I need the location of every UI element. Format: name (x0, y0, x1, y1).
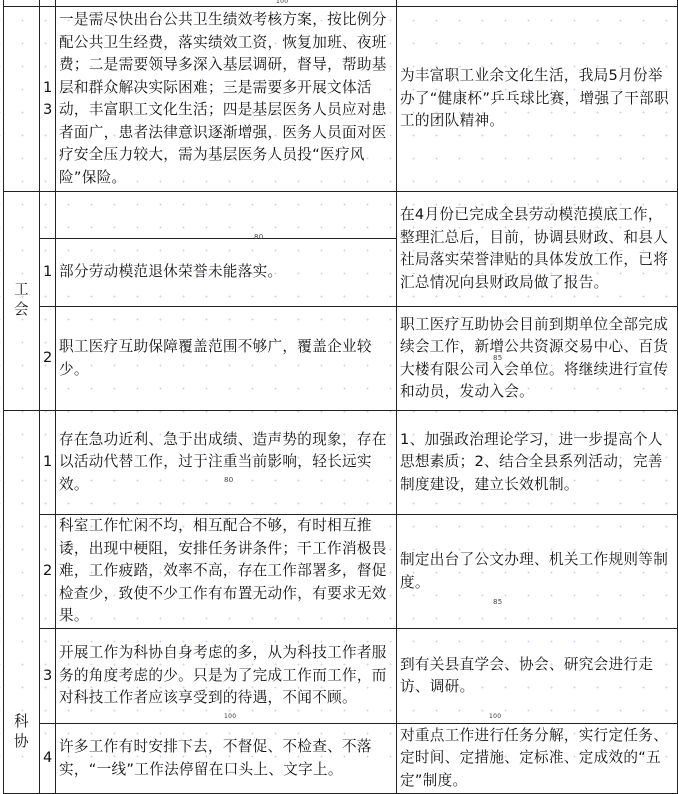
number-cell (40, 192, 56, 239)
problem-cell (56, 192, 397, 239)
item-number: 1 (40, 239, 56, 307)
table-row (4, 515, 678, 629)
ruler-mark: 85 (493, 598, 503, 606)
item-number: 2 (40, 515, 56, 629)
table-row (4, 7, 678, 192)
measure-text: 1、加强政治理论学习，进一步提高个人思想素质；2、结合全县系列活动，完善制度建设，建立长效机制。 (397, 411, 678, 515)
issues-table (3, 0, 678, 794)
measure-text: 职工医疗互助协会目前到期单位全部完成续会工作，新增公共资源交易中心、百货大楼有限公司入会单位。将继续进行宣传和动员，发动入会。 85 (397, 307, 678, 411)
unit-label-science: 科协 (4, 411, 40, 794)
table-row (4, 629, 678, 724)
table-row (4, 192, 678, 239)
measure-text: 对重点工作进行任务分解，实行定任务、定时间、定措施、定标准、定成效的“五定”制度。 (397, 724, 678, 794)
ruler-mark: 80 (224, 476, 234, 484)
ruler-mark: 80 (254, 233, 264, 241)
ruler-mark: 100 (224, 713, 237, 720)
measure-text: 为丰富职工业余文化生活，我局5月份举办了“健康杯”乒乓球比赛，增强了干部职工的团队精神。 (397, 7, 678, 192)
ruler-mark: 100 (489, 713, 502, 720)
problem-text: 存在急功近利、急于出成绩、造声势的现象，存在以活动代替工作，过于注重当前影响，轻长远实效。 80 (56, 411, 397, 515)
problem-text: 许多工作有时安排下去，不督促、不检查、不落实，“一线”工作法停留在口头上、文字上。 (56, 724, 397, 794)
item-number: 13 (40, 7, 56, 192)
unit-label-union: 工会 (4, 192, 40, 411)
item-number: 3 (40, 629, 56, 724)
table-row (4, 724, 678, 794)
measure-text: 制定出台了公文办理、机关工作规则等制度。 85 (397, 515, 678, 629)
item-number: 4 (40, 724, 56, 794)
measure-text: 在4月份已完成全县劳动模范摸底工作，整理汇总后，目前，协调县财政、和县人社局落实荣誉津贴的具体发放工作，已将汇总情况向县财政局做了报告。 (397, 192, 678, 307)
measure-text: 到有关县直学会、协会、研究会进行走访、调研。 100 (397, 629, 678, 724)
problem-text: 部分劳动模范退休荣誉未能落实。 (56, 239, 397, 307)
unit-cell (4, 7, 40, 192)
problem-text: 科室工作忙闲不均，相互配合不够，有时相互推诿，出现中梗阻，安排任务讲条件；干工作消极畏难，工作疲踏，效率不高，存在工作部署多，督促检查少，致使不少工作有布置无动作，有要求无效果。 (56, 515, 397, 629)
ruler-mark: 85 (493, 354, 503, 362)
ruler-mark: 100 (276, 0, 289, 5)
table-row (4, 307, 678, 411)
problem-text: 职工医疗互助保障覆盖范围不够广，覆盖企业较少。 (56, 307, 397, 411)
table-row (4, 411, 678, 515)
problem-text: 一是需尽快出台公共卫生绩效考核方案，按比例分配公共卫生经费，落实绩效工资，恢复加班、夜班费；二是需要领导多深入基层调研，督导，帮助基层和群众解决实际困难；三是需要多开展文体活动，丰富职工文化生活；四是基层医务人员应对患者面广，患者法律意识逐渐增强，医务人员面对医疗安全压力较大，需为基层医务人员投“医疗风险”保险。 (56, 7, 397, 192)
item-number: 2 (40, 307, 56, 411)
item-number: 1 (40, 411, 56, 515)
problem-text: 开展工作为科协自身考虑的多，从为科技工作者服务的角度考虑的少。只是为了完成工作而工作，而对科技工作者应该享受到的待遇，不闻不顾。 100 (56, 629, 397, 724)
